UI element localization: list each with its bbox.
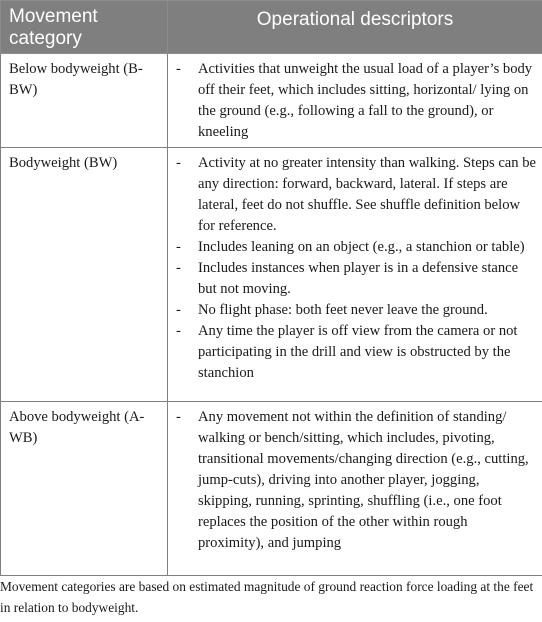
bullet-dash: -: [176, 239, 181, 255]
category-cell: Above bodyweight (A-WB): [1, 402, 168, 576]
header-movement-category: Movement category: [1, 1, 168, 54]
descriptor-item: - Includes instances when player is in a defensive stance but not moving.: [176, 260, 519, 297]
descriptor-cell: [168, 54, 542, 148]
table-row: [1, 148, 542, 402]
category-cell: Below bodyweight (B-BW): [1, 54, 168, 148]
bullet-dash: -: [176, 323, 181, 339]
table-row: [1, 402, 542, 576]
bullet-dash: -: [176, 260, 181, 276]
descriptor-list: [174, 59, 536, 143]
header-operational-descriptors: Operational descriptors: [168, 1, 542, 54]
table-footnote: Movement categories are based on estimated magnitude of ground reaction force loading at the feet in relation to bodyweight.: [0, 579, 534, 615]
descriptor-item: - Any movement not within the definition of standing/ walking or bench/sitting, which includes, pivoting, transitional movements/changing direction (e.g., cutting, jump-cuts), driving into another player, jogging, skipping, running, sprinting, shuffling (i.e., one foot replaces the position of the other within rough proximity), and jumping: [176, 409, 529, 551]
descriptor-item: - Activity at no greater intensity than walking. Steps can be any direction: forward, backward, lateral. If steps are lateral, feet do not shuffle. See shuffle definition below for reference.: [176, 155, 537, 234]
bullet-dash: -: [176, 302, 181, 318]
bullet-dash: -: [176, 409, 181, 425]
descriptor-item: - Any time the player is off view from the camera or not participating in the drill and view is obstructed by the stanchion: [176, 323, 518, 381]
descriptor-item: - Activities that unweight the usual load of a player’s body off their feet, which includes sitting, horizontal/ lying on the ground (e.g., following a fall to the ground), or kneeling: [176, 61, 533, 140]
descriptor-cell: [168, 402, 542, 576]
table-header-row: [1, 1, 542, 54]
descriptor-list: [174, 407, 536, 554]
descriptor-list: [174, 153, 536, 384]
descriptor-item: - No flight phase: both feet never leave the ground.: [174, 300, 536, 321]
descriptor-cell: [168, 148, 542, 402]
descriptor-item: - Includes leaning on an object (e.g., a stanchion or table): [174, 237, 536, 258]
bullet-dash: -: [176, 61, 181, 77]
category-cell: Bodyweight (BW): [1, 148, 168, 402]
bullet-dash: -: [176, 155, 181, 171]
table-row: [1, 54, 542, 148]
